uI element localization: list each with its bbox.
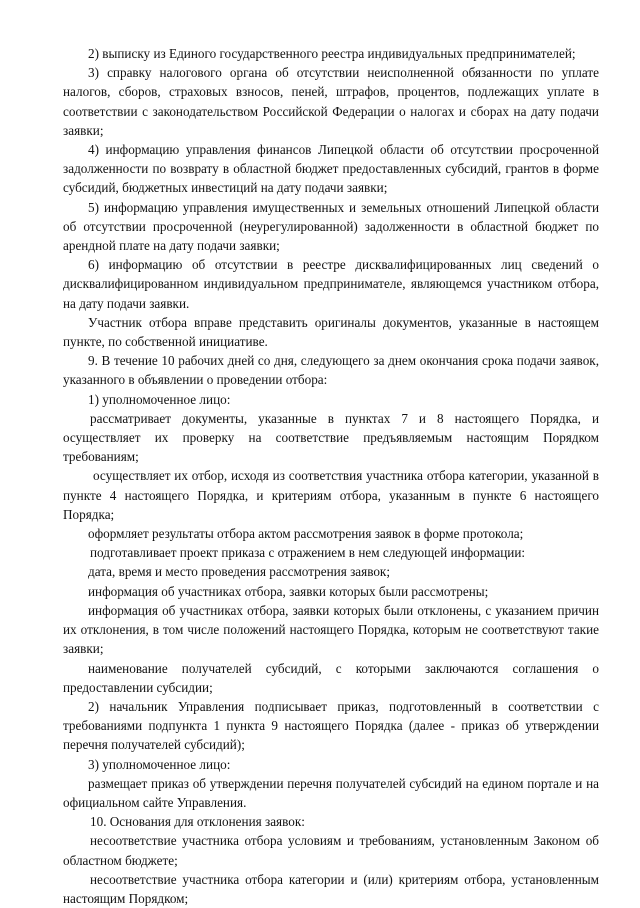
paragraph: информация об участниках отбора, заявки которых были рассмотрены; — [88, 583, 489, 599]
paragraph: 10. Основания для отклонения заявок: — [90, 814, 305, 830]
paragraph: несоответствие участника отбора условиям и требованиям, установленным Законом об областном бюджете; — [63, 833, 599, 868]
paragraph: информация об участниках отбора, заявки которых были отклонены, с указанием причин их отклонения, в том числе положений настоящего Порядка, которым не соответствуют такие заявки; — [63, 602, 599, 657]
paragraph: 2) начальник Управления подписывает приказ, подготовленный в соответствии с требованиями подпункта 1 пункта 9 настоящего Порядка (далее - приказ об утверждении перечня получателей субсидий); — [63, 698, 599, 753]
paragraph: несоответствие участника отбора категории и (или) критериям отбора, установленным настоящим Порядком; — [63, 871, 599, 906]
paragraph: 9. В течение 10 рабочих дней со дня, следующего за днем окончания срока подачи заявок, указанного в объявлении о проведении отбора: — [63, 353, 599, 388]
paragraph: осуществляет их отбор, исходя из соответствия участника отбора категории, указанной в пункте 4 настоящего Порядка, и критериям отбора, указанным в пункте 6 настоящего Порядка; — [63, 468, 599, 522]
paragraph: оформляет результаты отбора актом рассмотрения заявок в форме протокола; — [88, 526, 524, 542]
paragraph: 4) информацию управления финансов Липецкой области об отсутствии просроченной задолженности по возврату в областной бюджет предоставленных субсидий, грантов в форме субсидий, бюджетных инвестиций на дату подачи заявки; — [63, 142, 599, 196]
paragraph: подготавливает проект приказа с отражением в нем следующей информации: — [90, 545, 526, 561]
paragraph: размещает приказ об утверждении перечня получателей субсидий на едином портале и на официальном сайте Управления. — [63, 775, 599, 810]
paragraph: 1) уполномоченное лицо: — [88, 391, 231, 407]
paragraph: 5) информацию управления имущественных и земельных отношений Липецкой области об отсутствии просроченной (неурегулированной) задолженности в областной бюджет по арендной плате на дату подачи заявки; — [63, 199, 599, 254]
paragraph: наименование получателей субсидий, с которыми заключаются соглашения о предоставлении субсидии; — [63, 660, 599, 695]
paragraph: Участник отбора вправе представить оригиналы документов, указанные в настоящем пункте, по собственной инициативе. — [63, 314, 599, 350]
paragraph: 6) информацию об отсутствии в реестре дисквалифицированных лиц сведений о дисквалифицированном индивидуальном предпринимателе, являющемся участником отбора, на дату подачи заявки. — [63, 257, 599, 311]
paragraph: рассматривает документы, указанные в пунктах 7 и 8 настоящего Порядка, и осуществляет их проверку на соответствие предъявляемым настоящим Порядком требованиям; — [63, 410, 599, 465]
paragraph: дата, время и место проведения рассмотрения заявок; — [88, 564, 390, 580]
document-page — [63, 44, 599, 908]
paragraph: 3) уполномоченное лицо: — [88, 756, 231, 772]
paragraph: 3) справку налогового органа об отсутствии неисполненной обязанности по уплате налогов, сборов, страховых взносов, пеней, штрафов, процентов, подлежащих уплате в соответствии с законодательством Российской Федерации о налогах и сборах на дату подачи заявки; — [63, 65, 599, 138]
paragraph: 2) выписку из Единого государственного реестра индивидуальных предпринимателей; — [88, 46, 576, 61]
